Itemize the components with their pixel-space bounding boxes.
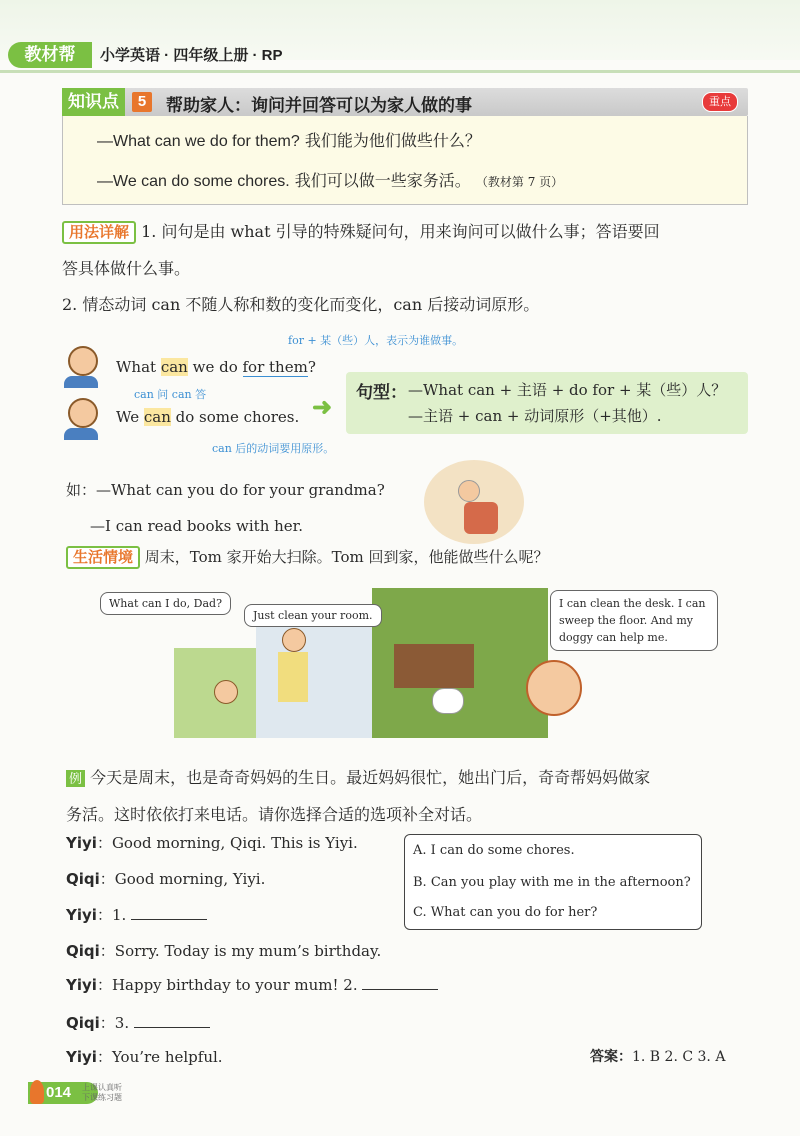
dialog-line-4: Qiqi：Sorry. Today is my mum’s birthday. <box>66 942 382 960</box>
answer-key <box>590 1046 725 1066</box>
exercise-intro <box>66 760 756 833</box>
example-block <box>66 472 385 544</box>
answer-cn: 我们可以做一些家务活。 <box>294 171 471 190</box>
knowledge-answer <box>97 168 563 191</box>
life-tag: 生活情境 <box>66 546 140 569</box>
sentence-question <box>116 358 316 376</box>
footer-tip-2: 下课练习题 <box>82 1093 122 1102</box>
example-answer: —I can read books with her. <box>90 517 303 535</box>
options-box <box>404 834 702 930</box>
option-c[interactable]: C. What can you do for her? <box>413 905 598 920</box>
speech-bubble-3: I can clean the desk. I can sweep the floor. And my doggy can help me. <box>550 590 718 651</box>
example-prefix: 如： <box>66 481 97 499</box>
answer-blank-2[interactable] <box>362 975 438 990</box>
question-en: —What can we do for them? <box>97 133 300 150</box>
speech-bubble-2: Just clean your room. <box>244 604 382 627</box>
speaker: Qiqi <box>66 1014 100 1032</box>
dialog-line-5: Yiyi：Happy birthday to your mum! 2. <box>66 974 438 995</box>
knowledge-body <box>62 116 748 205</box>
header-divider <box>0 70 800 73</box>
dialog-text: You’re helpful. <box>111 1048 223 1066</box>
footer-tip-1: 上课认真听 <box>82 1083 122 1092</box>
footer-tip <box>82 1083 122 1103</box>
knowledge-question <box>97 128 481 151</box>
life-text: 周末，Tom 家开始大扫除。Tom 回到家，他能做些什么呢？ <box>144 548 549 566</box>
speaker: Yiyi <box>66 834 97 852</box>
answer-en: —We can do some chores. <box>97 173 290 190</box>
exercise-intro-2: 务活。这时依依打来电话。请你选择合适的选项补全对话。 <box>66 805 483 824</box>
knowledge-number: 5 <box>132 92 152 112</box>
arrow-right-icon: ➜ <box>312 392 333 421</box>
dialog-text: Sorry. Today is my mum’s birthday. <box>114 942 382 960</box>
dialog-line-2: Qiqi：Good morning, Yiyi. <box>66 870 266 888</box>
pattern-line-2: —主语 + can + 动词原形（+其他）. <box>408 407 662 425</box>
example-question: —What can you do for your grandma? <box>96 481 385 499</box>
knowledge-title: 帮助家人：询问并回答可以为家人做的事 <box>166 96 472 115</box>
dialog-line-7: Yiyi：You’re helpful. <box>66 1048 223 1066</box>
exercise-intro-1: 今天是周末，也是奇奇妈妈的生日。最近妈妈很忙，她出门后，奇奇帮妈妈做家 <box>90 768 651 787</box>
dialog-text: Happy birthday to your mum! 2. <box>111 976 358 994</box>
grandma-illustration <box>424 460 524 544</box>
dialog-line-1: Yiyi：Good morning, Qiqi. This is Yiyi. <box>66 834 358 852</box>
boy-avatar-2 <box>68 398 98 440</box>
usage-tag: 用法详解 <box>62 221 136 244</box>
sentence-pattern-box <box>346 372 748 434</box>
pattern-label: 句型： <box>356 383 407 402</box>
usage-p1a: 1. 问句是由 what 引导的特殊疑问句，用来询问可以做什么事；答语要回 <box>141 222 660 241</box>
note-can: can 问 can 答 <box>134 388 207 401</box>
key-point-badge: 重点 <box>702 92 738 112</box>
s2-part-a: We <box>116 408 144 426</box>
pattern-line-1: —What can + 主语 + do for + 某（些）人？ <box>408 381 727 399</box>
note-verb: can 后的动词要用原形。 <box>212 442 335 455</box>
dialog-text: 3. <box>114 1014 130 1032</box>
dialog-line-3: Yiyi：1. <box>66 904 207 925</box>
s1-for: for them <box>242 358 308 376</box>
s1-can: can <box>160 358 188 376</box>
dialog-line-6: Qiqi：3. <box>66 1012 210 1033</box>
book-subtitle: 小学英语 · 四年级上册 · RP <box>100 47 283 64</box>
usage-section <box>62 214 752 323</box>
sentence-answer <box>116 408 299 426</box>
s2-part-b: do some chores. <box>170 408 300 426</box>
s1-part-a: What <box>116 358 161 376</box>
answer-blank-3[interactable] <box>134 1013 210 1028</box>
boy-avatar <box>68 346 98 388</box>
mascot-icon <box>30 1080 44 1104</box>
s1-part-c: ? <box>307 358 316 376</box>
speaker: Qiqi <box>66 942 100 960</box>
option-b[interactable]: B. Can you play with me in the afternoon? <box>413 875 691 890</box>
answer-reference: （教材第 7 页） <box>475 175 564 189</box>
speaker: Yiyi <box>66 976 97 994</box>
page-number: 014 <box>28 1082 98 1104</box>
answer-label: 答案： <box>590 1048 632 1064</box>
answer-values: 1. B 2. C 3. A <box>632 1049 726 1065</box>
s1-part-b: we do <box>187 358 243 376</box>
speaker: Qiqi <box>66 870 100 888</box>
s2-can: can <box>143 408 171 426</box>
option-a[interactable]: A. I can do some chores. <box>413 843 575 858</box>
dialog-text: Good morning, Yiyi. <box>114 870 266 888</box>
question-cn: 我们能为他们做些什么？ <box>304 131 481 150</box>
note-for: for + 某（些）人，表示为谁做事。 <box>288 334 464 347</box>
exercise-tag: 例 <box>66 770 85 787</box>
usage-p1b: 答具体做什么事。 <box>62 259 191 278</box>
knowledge-tag: 知识点 <box>62 88 125 116</box>
speech-bubble-1: What can I do, Dad? <box>100 592 231 615</box>
dialog-text: Good morning, Qiqi. This is Yiyi. <box>111 834 358 852</box>
book-brand: 教材帮 <box>8 42 92 68</box>
answer-blank-1[interactable] <box>131 905 207 920</box>
speaker: Yiyi <box>66 1048 97 1066</box>
usage-p2: 2. 情态动词 can 不随人称和数的变化而变化，can 后接动词原形。 <box>62 295 540 314</box>
speaker: Yiyi <box>66 906 97 924</box>
life-section <box>66 546 549 567</box>
dialog-text: 1. <box>111 906 127 924</box>
